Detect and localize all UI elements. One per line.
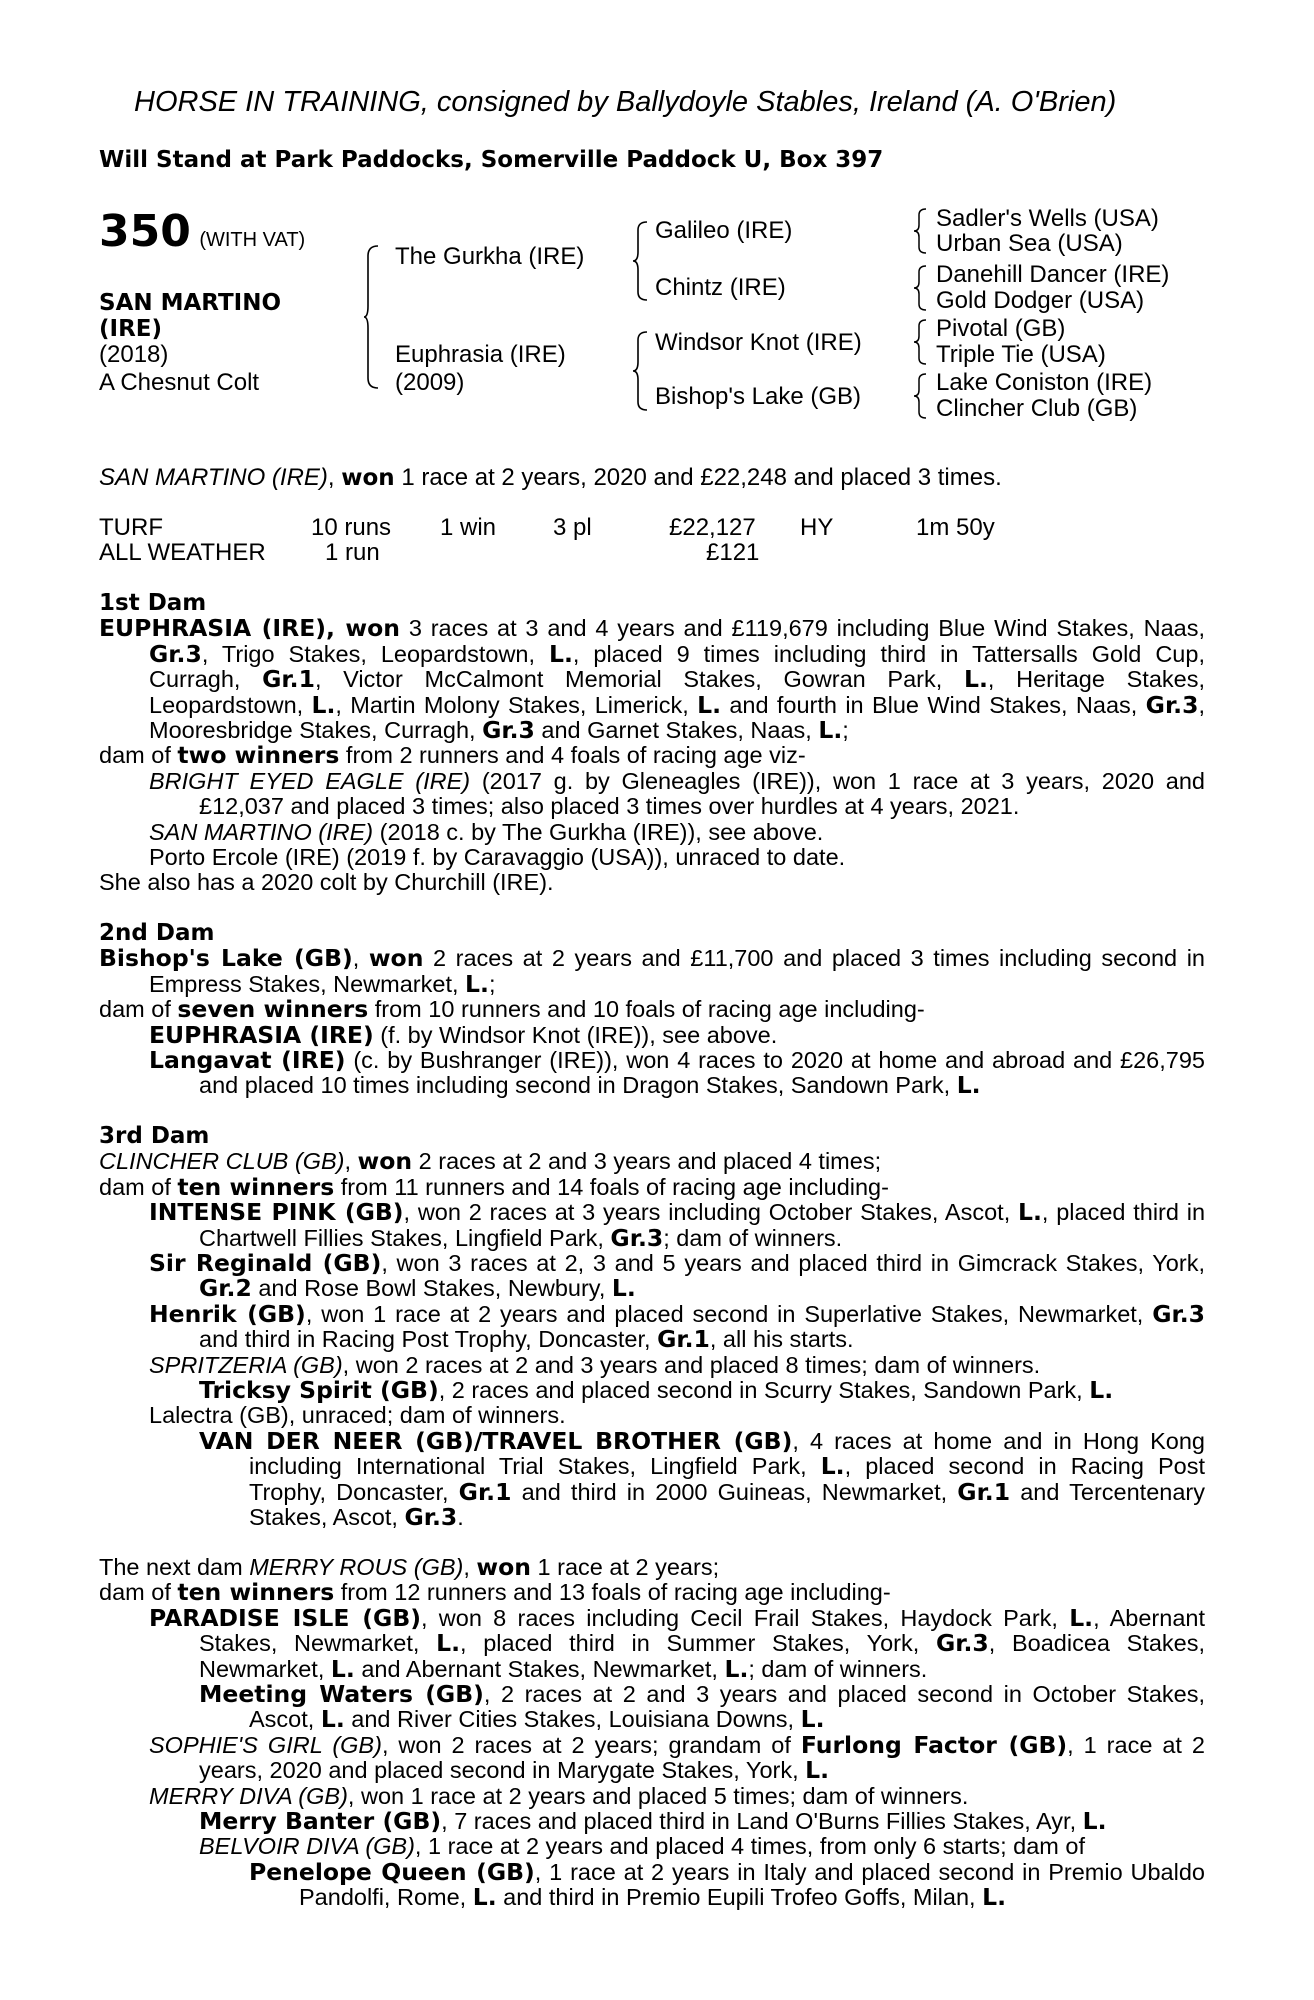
next-dam-foal-2: SOPHIE'S GIRL (GB), won 2 races at 2 years; grandam of Furlong Factor (GB), 1 race at 2 years, 2020 and placed second in Marygate Stakes, York, L. xyxy=(149,1730,1205,1785)
first-dam-heading: 1st Dam xyxy=(99,590,207,616)
horse-suffix: (IRE) xyxy=(99,316,163,342)
second-dam-section xyxy=(99,921,1205,1099)
brace-dam xyxy=(633,330,649,412)
next-dam-foal-3: MERRY DIVA (GB), won 1 race at 2 years and placed 5 times; dam of winners. xyxy=(149,1782,969,1809)
page-title: HORSE IN TRAINING, consigned by Ballydoyle Stables, Ireland (A. O'Brien) xyxy=(134,86,1117,118)
brace-ggp-1 xyxy=(914,207,928,255)
third-dam-grandfoal-1: Tricksy Spirit (GB), 2 races and placed second in Scurry Stakes, Sandown Park, L. xyxy=(199,1376,1114,1405)
turf-label: TURF xyxy=(99,514,163,541)
turf-wins: 1 win xyxy=(440,514,497,541)
brace-main xyxy=(364,244,380,390)
turf-placed: 3 pl xyxy=(553,514,592,541)
horse-description: A Chesnut Colt xyxy=(99,369,260,396)
third-dam-section xyxy=(99,1124,1205,1531)
next-dam-produce-summary: dam of ten winners from 12 runners and 13 foals of racing age including- xyxy=(99,1578,891,1607)
first-dam-record: EUPHRASIA (IRE), won 3 races at 3 and 4 years and £119,679 including Blue Wind Stakes, Naas, Gr.3, Trigo Stakes, Leopardstown, L., placed 9 times including third in Tattersalls Gold Cup, Curragh, Gr.1, Victor McCalmont Memorial Stakes, Gowran Park, L., Heritage Stakes, Leopardstown, L., Martin Molony Stakes, Limerick, L. and fourth in Blue Wind Stakes, Naas, Gr.3, Mooresbridge Stakes, Curragh, Gr.3 and Garnet Stakes, Naas, L.; xyxy=(99,614,1206,745)
next-dam-grandfoal-1: Meeting Waters (GB), 2 races at 2 and 3 years and placed second in October Stakes, Ascot, L. and River Cities Stakes, Louisiana Downs, L. xyxy=(199,1680,1206,1734)
next-dam-grandfoal-3: BELVOIR DIVA (GB), 1 race at 2 years and placed 4 times, from only 6 starts; dam of xyxy=(199,1833,1085,1860)
second-dam-foal-2: Langavat (IRE) (c. by Bushranger (IRE)), won 4 races to 2020 at home and abroad and £26,795 and placed 10 times including second in Dragon Stakes, Sandown Park, L. xyxy=(149,1046,1205,1100)
second-dam-produce-summary: dam of seven winners from 10 runners and 10 foals of racing age including- xyxy=(99,995,925,1024)
aw-runs: 1 run xyxy=(325,539,380,566)
summary-won: won xyxy=(341,465,395,491)
ggp-sadlers-wells: Sadler's Wells (USA) xyxy=(936,205,1159,232)
third-dam-foal-2: Sir Reginald (GB), won 3 races at 2, 3 and 5 years and placed third in Gimcrack Stakes, York, Gr.2 and Rose Bowl Stakes, Newbury, L. xyxy=(149,1249,1205,1303)
summary-text: 1 race at 2 years, 2020 and £22,248 and placed 3 times. xyxy=(394,464,1002,491)
next-dam-record: The next dam MERRY ROUS (GB), won 1 race at 2 years; xyxy=(99,1553,720,1581)
second-dam-heading: 2nd Dam xyxy=(99,920,215,946)
first-dam-produce-summary: dam of two winners from 2 runners and 4 foals of racing age viz- xyxy=(99,741,806,770)
first-dam-foal-3: Porto Ercole (IRE) (2019 f. by Caravaggio (USA)), unraced to date. xyxy=(149,844,846,871)
ggp-danehill-dancer: Danehill Dancer (IRE) xyxy=(936,261,1170,288)
third-dam-foal-4: SPRITZERIA (GB), won 2 races at 2 and 3 years and placed 8 times; dam of winners. xyxy=(149,1351,1041,1378)
second-dam-record: Bishop's Lake (GB), won 2 races at 2 years and £11,700 and placed 3 times including second in Empress Stakes, Newmarket, L.; xyxy=(99,944,1205,998)
turf-prize: £22,127 xyxy=(669,514,756,541)
brace-ggp-2 xyxy=(914,264,928,312)
dam-dam: Bishop's Lake (GB) xyxy=(655,383,862,410)
third-dam-foal-3: Henrik (GB), won 1 race at 2 years and placed second in Superlative Stakes, Newmarket, Gr.3 and third in Racing Post Trophy, Doncaster, Gr.1, all his starts. xyxy=(149,1299,1205,1354)
third-dam-produce-summary: dam of ten winners from 11 runners and 14 foals of racing age including- xyxy=(99,1172,889,1201)
aw-prize: £121 xyxy=(706,539,760,566)
second-dam-foal-1: EUPHRASIA (IRE) (f. by Windsor Knot (IRE)), see above. xyxy=(149,1020,778,1049)
brace-ggp-3 xyxy=(914,318,928,366)
lot-number: 350 xyxy=(99,206,191,257)
sire-sire: Galileo (IRE) xyxy=(655,217,793,244)
brace-ggp-4 xyxy=(914,372,928,420)
next-dam-grandfoal-2: Merry Banter (GB), 7 races and placed third in Land O'Burns Fillies Stakes, Ayr, L. xyxy=(199,1807,1107,1836)
third-dam-heading: 3rd Dam xyxy=(99,1123,210,1149)
third-dam-record: CLINCHER CLUB (GB), won 2 races at 2 and 3 years and placed 4 times; xyxy=(99,1147,882,1176)
summary-name: SAN MARTINO (IRE) xyxy=(99,464,328,491)
ggp-clincher-club: Clincher Club (GB) xyxy=(936,395,1138,422)
turf-runs: 10 runs xyxy=(311,514,392,541)
ggp-triple-tie: Triple Tie (USA) xyxy=(936,341,1106,368)
lot-number-row xyxy=(99,206,305,257)
first-dam-section xyxy=(99,591,1205,896)
first-dam-foal-2: SAN MARTINO (IRE) (2018 c. by The Gurkha (IRE)), see above. xyxy=(149,818,824,845)
race-summary: SAN MARTINO (IRE), won 1 race at 2 years, 2020 and £22,248 and placed 3 times. xyxy=(99,464,1002,491)
brace-sire xyxy=(633,220,649,302)
dam: Euphrasia (IRE) xyxy=(395,341,566,368)
ggp-urban-sea: Urban Sea (USA) xyxy=(936,230,1123,257)
sire-dam: Chintz (IRE) xyxy=(655,274,786,301)
first-dam-foal-1: BRIGHT EYED EAGLE (IRE) (2017 g. by Gleneagles (IRE)), won 1 race at 3 years, 2020 and £12,037 and placed 3 times; also placed 3 times over hurdles at 4 years, 2021. xyxy=(149,767,1205,820)
third-dam-foal-5: Lalectra (GB), unraced; dam of winners. xyxy=(149,1402,566,1429)
turf-going: HY xyxy=(800,514,834,541)
ggp-gold-dodger: Gold Dodger (USA) xyxy=(936,287,1145,314)
horse-name: SAN MARTINO xyxy=(99,290,282,316)
horse-year: (2018) xyxy=(99,341,169,368)
ggp-lake-coniston: Lake Coniston (IRE) xyxy=(936,369,1153,396)
next-dam-foal-1: PARADISE ISLE (GB), won 8 races including Cecil Frail Stakes, Haydock Park, L., Abernant Stakes, Newmarket, L., placed third in Summer Stakes, York, Gr.3, Boadicea Stakes, Newmarket, L. and Abernant Stakes, Newmarket, L.; dam of winners. xyxy=(149,1603,1206,1683)
aw-label: ALL WEATHER xyxy=(99,539,266,566)
third-dam-foal-1: INTENSE PINK (GB), won 2 races at 3 years including October Stakes, Ascot, L., placed third in Chartwell Fillies Stakes, Lingfield Park, Gr.3; dam of winners. xyxy=(149,1198,1206,1252)
vat-note: (WITH VAT) xyxy=(199,229,306,251)
sire: The Gurkha (IRE) xyxy=(395,243,585,270)
ggp-pivotal: Pivotal (GB) xyxy=(936,315,1066,342)
turf-distance: 1m 50y xyxy=(916,514,995,541)
next-dam-greatgrandfoal-1: Penelope Queen (GB), 1 race at 2 years in Italy and placed second in Premio Ubaldo Pandolfi, Rome, L. and third in Premio Eupili Trofeo Goffs, Milan, L. xyxy=(249,1857,1205,1912)
first-dam-note: She also has a 2020 colt by Churchill (IRE). xyxy=(99,869,554,896)
third-dam-grandfoal-2: VAN DER NEER (GB)/TRAVEL BROTHER (GB), 4 races at home and in Hong Kong including International Trial Stakes, Lingfield Park, L., placed second in Racing Post Trophy, Doncaster, Gr.1 and third in 2000 Guineas, Newmarket, Gr.1 and Tercentenary Stakes, Ascot, Gr.3. xyxy=(199,1426,1205,1532)
next-dam-section xyxy=(99,1555,1205,1911)
dam-sire: Windsor Knot (IRE) xyxy=(655,329,862,356)
dam-year: (2009) xyxy=(395,369,465,396)
stand-location: Will Stand at Park Paddocks, Somerville Paddock U, Box 397 xyxy=(99,147,884,173)
